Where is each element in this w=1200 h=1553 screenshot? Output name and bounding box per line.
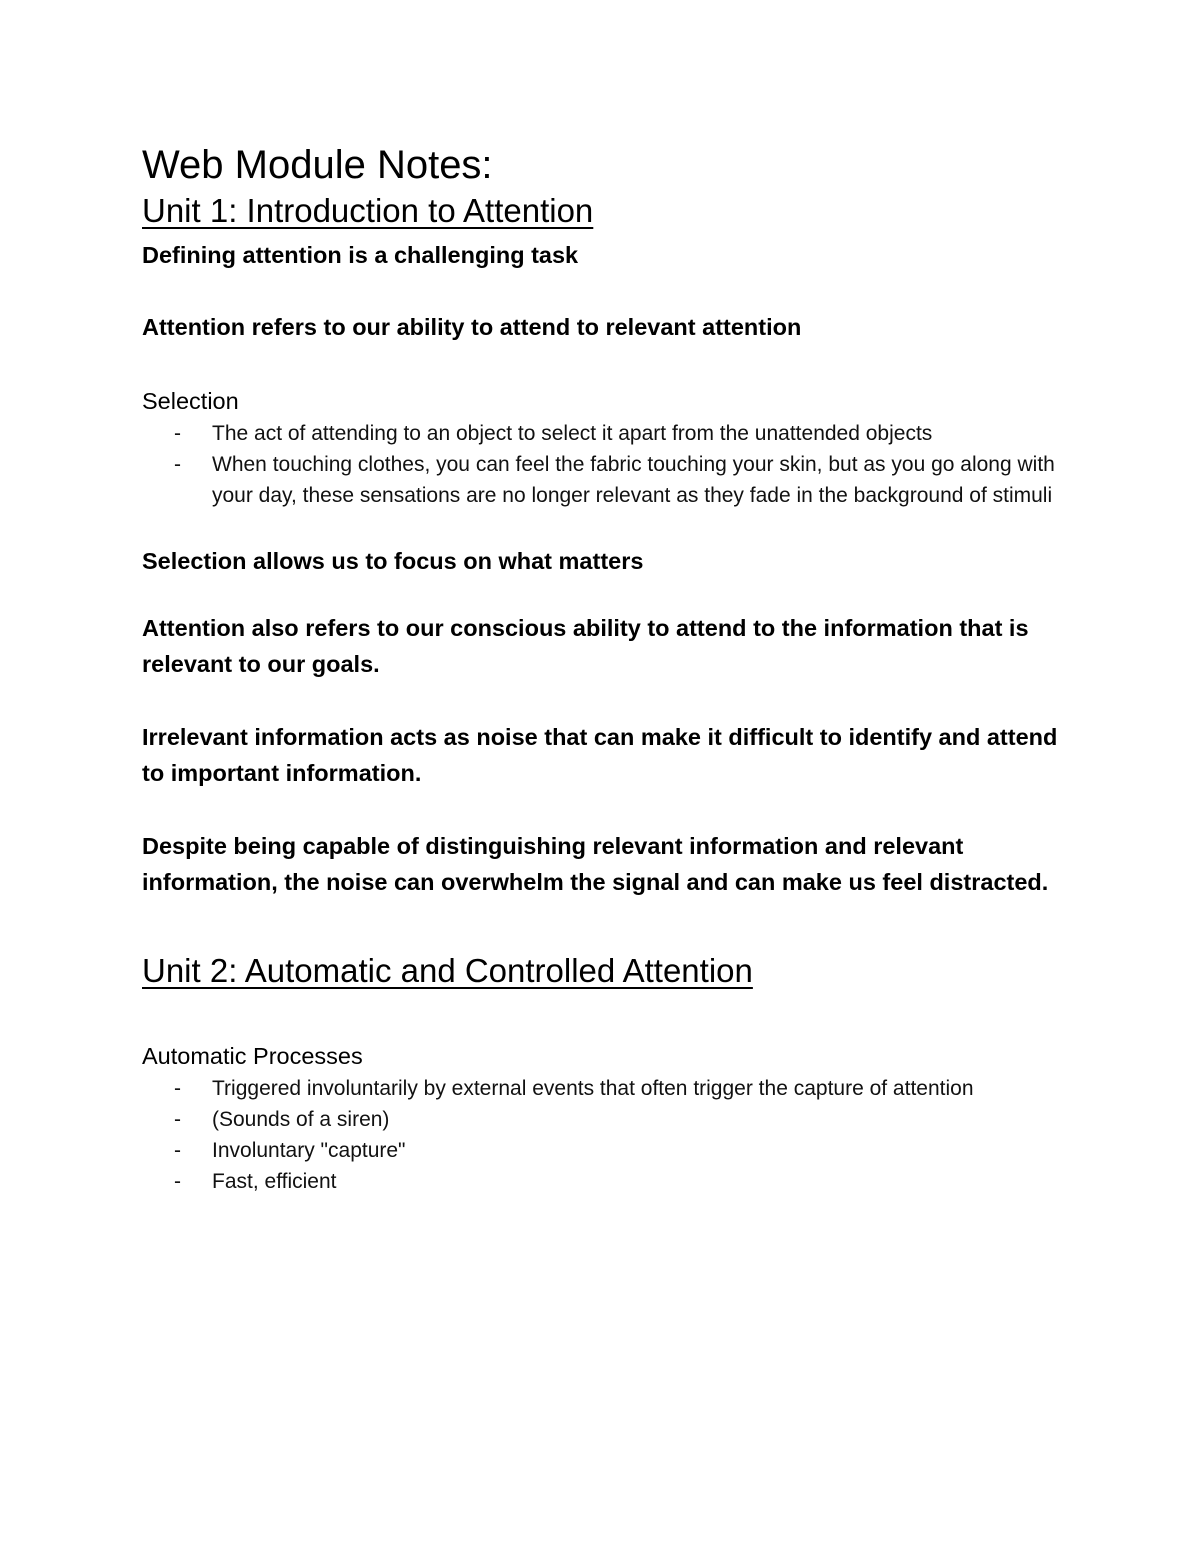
bullet-text: Involuntary "capture" (212, 1139, 406, 1162)
bullet-text: Triggered involuntarily by external events that often trigger the capture of attention (212, 1077, 974, 1100)
selection-heading: Selection (142, 388, 239, 414)
document-title: Web Module Notes: (142, 143, 493, 187)
bullet-dash: - (174, 422, 181, 445)
bullet-dash: - (174, 1139, 181, 1162)
automatic-bullet-list (142, 1073, 1072, 1197)
unit1-line-defining: Defining attention is a challenging task (142, 242, 579, 268)
unit1-heading: Unit 1: Introduction to Attention (142, 192, 594, 229)
unit1-line-conscious-ability: Attention also refers to our conscious ability to attend to the information that is relevant to our goals. (142, 615, 1029, 677)
bullet-dash: - (174, 453, 181, 476)
bullet-dash: - (174, 1077, 181, 1100)
bullet-text: (Sounds of a siren) (212, 1108, 390, 1131)
bullet-dash: - (174, 1108, 181, 1131)
document-page (142, 140, 1072, 1197)
list-item (142, 449, 1072, 511)
bullet-text: Fast, efficient (212, 1170, 337, 1193)
list-item (142, 1104, 1072, 1135)
unit1-line-despite: Despite being capable of distinguishing relevant information and relevant information, the noise can overwhelm the signal and can make us feel distracted. (142, 833, 1049, 895)
unit2-heading: Unit 2: Automatic and Controlled Attention (142, 952, 753, 989)
list-item (142, 1073, 1072, 1104)
list-item (142, 418, 1072, 449)
selection-bullet-list (142, 418, 1072, 511)
bullet-dash: - (174, 1170, 181, 1193)
unit1-line-attention-refers: Attention refers to our ability to attend to relevant attention (142, 314, 802, 340)
unit1-line-irrelevant-info: Irrelevant information acts as noise that can make it difficult to identify and attend to important information. (142, 724, 1058, 786)
list-item (142, 1135, 1072, 1166)
bullet-text: When touching clothes, you can feel the fabric touching your skin, but as you go along with your day, these sensations are no longer relevant as they fade in the background of stimuli (212, 453, 1055, 507)
unit1-line-selection-allows: Selection allows us to focus on what matters (142, 548, 644, 574)
list-item (142, 1166, 1072, 1197)
automatic-processes-heading: Automatic Processes (142, 1043, 363, 1069)
bullet-text: The act of attending to an object to select it apart from the unattended objects (212, 422, 933, 445)
